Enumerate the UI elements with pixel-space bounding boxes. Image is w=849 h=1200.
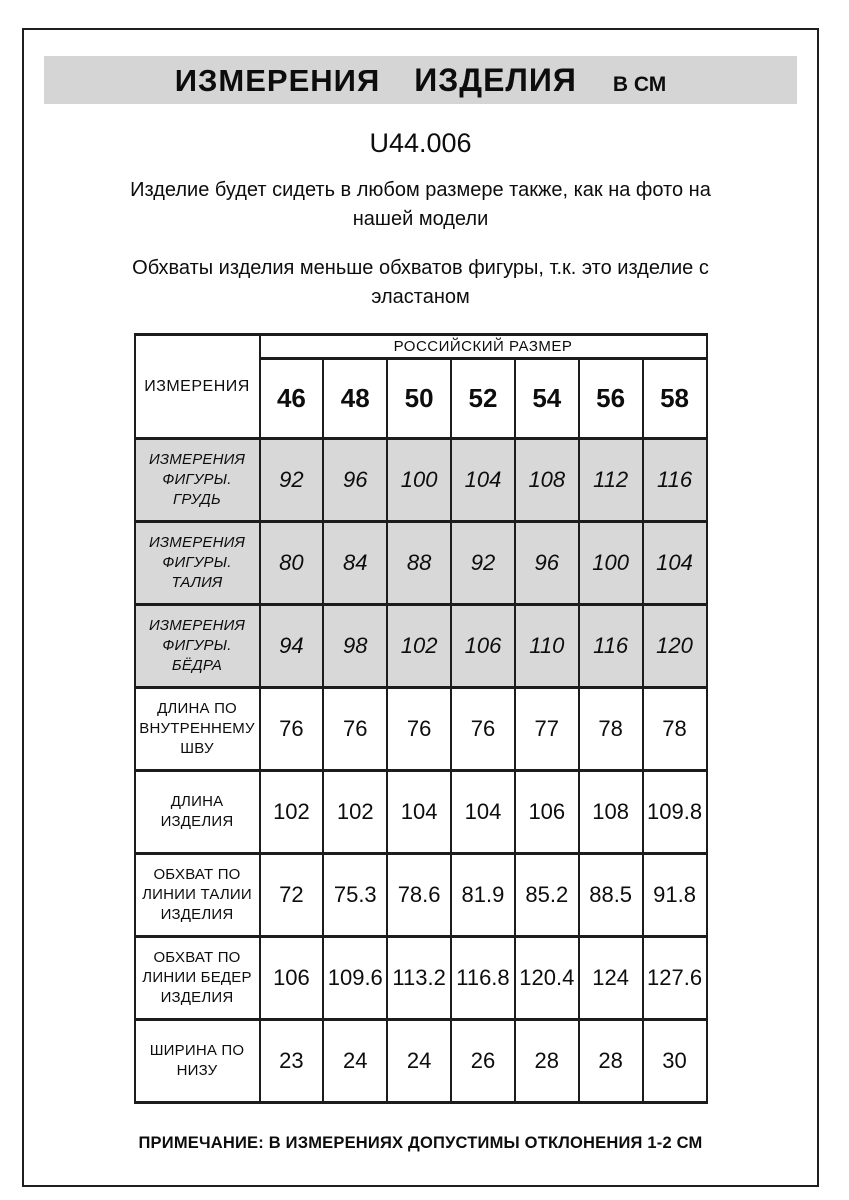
- value-cell: 106: [515, 771, 579, 854]
- size-header-cell: 46: [260, 359, 324, 439]
- russian-size-header-cell: РОССИЙСКИЙ РАЗМЕР: [260, 335, 707, 359]
- value-cell: 104: [451, 771, 515, 854]
- value-cell: 80: [260, 522, 324, 605]
- value-cell: 24: [387, 1020, 451, 1103]
- note-text: ПРИМЕЧАНИЕ: В ИЗМЕРЕНИЯХ ДОПУСТИМЫ ОТКЛОНЕНИЯ 1-2 СМ: [138, 1134, 703, 1152]
- value-cell: 76: [323, 688, 387, 771]
- value-cell: 91.8: [643, 854, 707, 937]
- table-row: [135, 439, 707, 522]
- value-cell: 102: [260, 771, 324, 854]
- value-cell: 26: [451, 1020, 515, 1103]
- value-cell: 100: [387, 439, 451, 522]
- title-word-measurements: ИЗМЕРЕНИЯ: [174, 63, 381, 98]
- value-cell: 102: [323, 771, 387, 854]
- table-row: [135, 771, 707, 854]
- title-bar: [44, 56, 797, 104]
- value-cell: 75.3: [323, 854, 387, 937]
- value-cell: 76: [260, 688, 324, 771]
- row-label: ДЛИНА ПО ВНУТРЕННЕМУ ШВУ: [135, 688, 260, 771]
- value-cell: 108: [515, 439, 579, 522]
- value-cell: 96: [515, 522, 579, 605]
- title-unit: В СМ: [612, 73, 667, 96]
- value-cell: 94: [260, 605, 324, 688]
- value-cell: 110: [515, 605, 579, 688]
- value-cell: 78: [643, 688, 707, 771]
- value-cell: 113.2: [387, 937, 451, 1020]
- row-label: ШИРИНА ПО НИЗУ: [135, 1020, 260, 1103]
- value-cell: 106: [260, 937, 324, 1020]
- value-cell: 112: [579, 439, 643, 522]
- size-header-cell: 50: [387, 359, 451, 439]
- table-row: [135, 937, 707, 1020]
- value-cell: 81.9: [451, 854, 515, 937]
- table-row: [135, 688, 707, 771]
- value-cell: 77: [515, 688, 579, 771]
- value-cell: 96: [323, 439, 387, 522]
- size-header-cell: 52: [451, 359, 515, 439]
- value-cell: 102: [387, 605, 451, 688]
- table-group-header-row: [135, 335, 707, 359]
- row-label: ДЛИНА ИЗДЕЛИЯ: [135, 771, 260, 854]
- value-cell: 76: [387, 688, 451, 771]
- value-cell: 23: [260, 1020, 324, 1103]
- article-code: U44.006: [369, 128, 472, 158]
- value-cell: 30: [643, 1020, 707, 1103]
- value-cell: 109.6: [323, 937, 387, 1020]
- row-label: ИЗМЕРЕНИЯ ФИГУРЫ. ГРУДЬ: [135, 439, 260, 522]
- value-cell: 28: [579, 1020, 643, 1103]
- intro-paragraph-elastane: Обхваты изделия меньше обхватов фигуры, т.к. это изделие с эластаном: [132, 257, 709, 308]
- value-cell: 127.6: [643, 937, 707, 1020]
- value-cell: 76: [451, 688, 515, 771]
- size-header-cell: 56: [579, 359, 643, 439]
- value-cell: 106: [451, 605, 515, 688]
- value-cell: 104: [387, 771, 451, 854]
- intro-paragraph-fit: Изделие будет сидеть в любом размере также, как на фото на нашей модели: [130, 179, 711, 230]
- table-row: [135, 1020, 707, 1103]
- value-cell: 88: [387, 522, 451, 605]
- row-label: ОБХВАТ ПО ЛИНИИ БЕДЕР ИЗДЕЛИЯ: [135, 937, 260, 1020]
- table-row: [135, 854, 707, 937]
- page-frame: [22, 28, 819, 1187]
- value-cell: 78: [579, 688, 643, 771]
- row-label: ИЗМЕРЕНИЯ ФИГУРЫ. БЁДРА: [135, 605, 260, 688]
- value-cell: 98: [323, 605, 387, 688]
- value-cell: 104: [451, 439, 515, 522]
- value-cell: 24: [323, 1020, 387, 1103]
- size-header-cell: 58: [643, 359, 707, 439]
- value-cell: 92: [260, 439, 324, 522]
- value-cell: 116: [579, 605, 643, 688]
- value-cell: 124: [579, 937, 643, 1020]
- value-cell: 84: [323, 522, 387, 605]
- value-cell: 28: [515, 1020, 579, 1103]
- value-cell: 104: [643, 522, 707, 605]
- value-cell: 92: [451, 522, 515, 605]
- value-cell: 72: [260, 854, 324, 937]
- size-header-cell: 48: [323, 359, 387, 439]
- value-cell: 108: [579, 771, 643, 854]
- corner-header-cell: ИЗМЕРЕНИЯ: [135, 335, 260, 439]
- value-cell: 88.5: [579, 854, 643, 937]
- value-cell: 109.8: [643, 771, 707, 854]
- size-header-cell: 54: [515, 359, 579, 439]
- value-cell: 116: [643, 439, 707, 522]
- table-row: [135, 605, 707, 688]
- row-label: ИЗМЕРЕНИЯ ФИГУРЫ. ТАЛИЯ: [135, 522, 260, 605]
- value-cell: 116.8: [451, 937, 515, 1020]
- value-cell: 85.2: [515, 854, 579, 937]
- row-label: ОБХВАТ ПО ЛИНИИ ТАЛИИ ИЗДЕЛИЯ: [135, 854, 260, 937]
- value-cell: 100: [579, 522, 643, 605]
- value-cell: 120: [643, 605, 707, 688]
- table-row: [135, 522, 707, 605]
- size-chart-table: [134, 333, 708, 1104]
- value-cell: 120.4: [515, 937, 579, 1020]
- value-cell: 78.6: [387, 854, 451, 937]
- title-word-product: ИЗДЕЛИЯ: [414, 62, 577, 98]
